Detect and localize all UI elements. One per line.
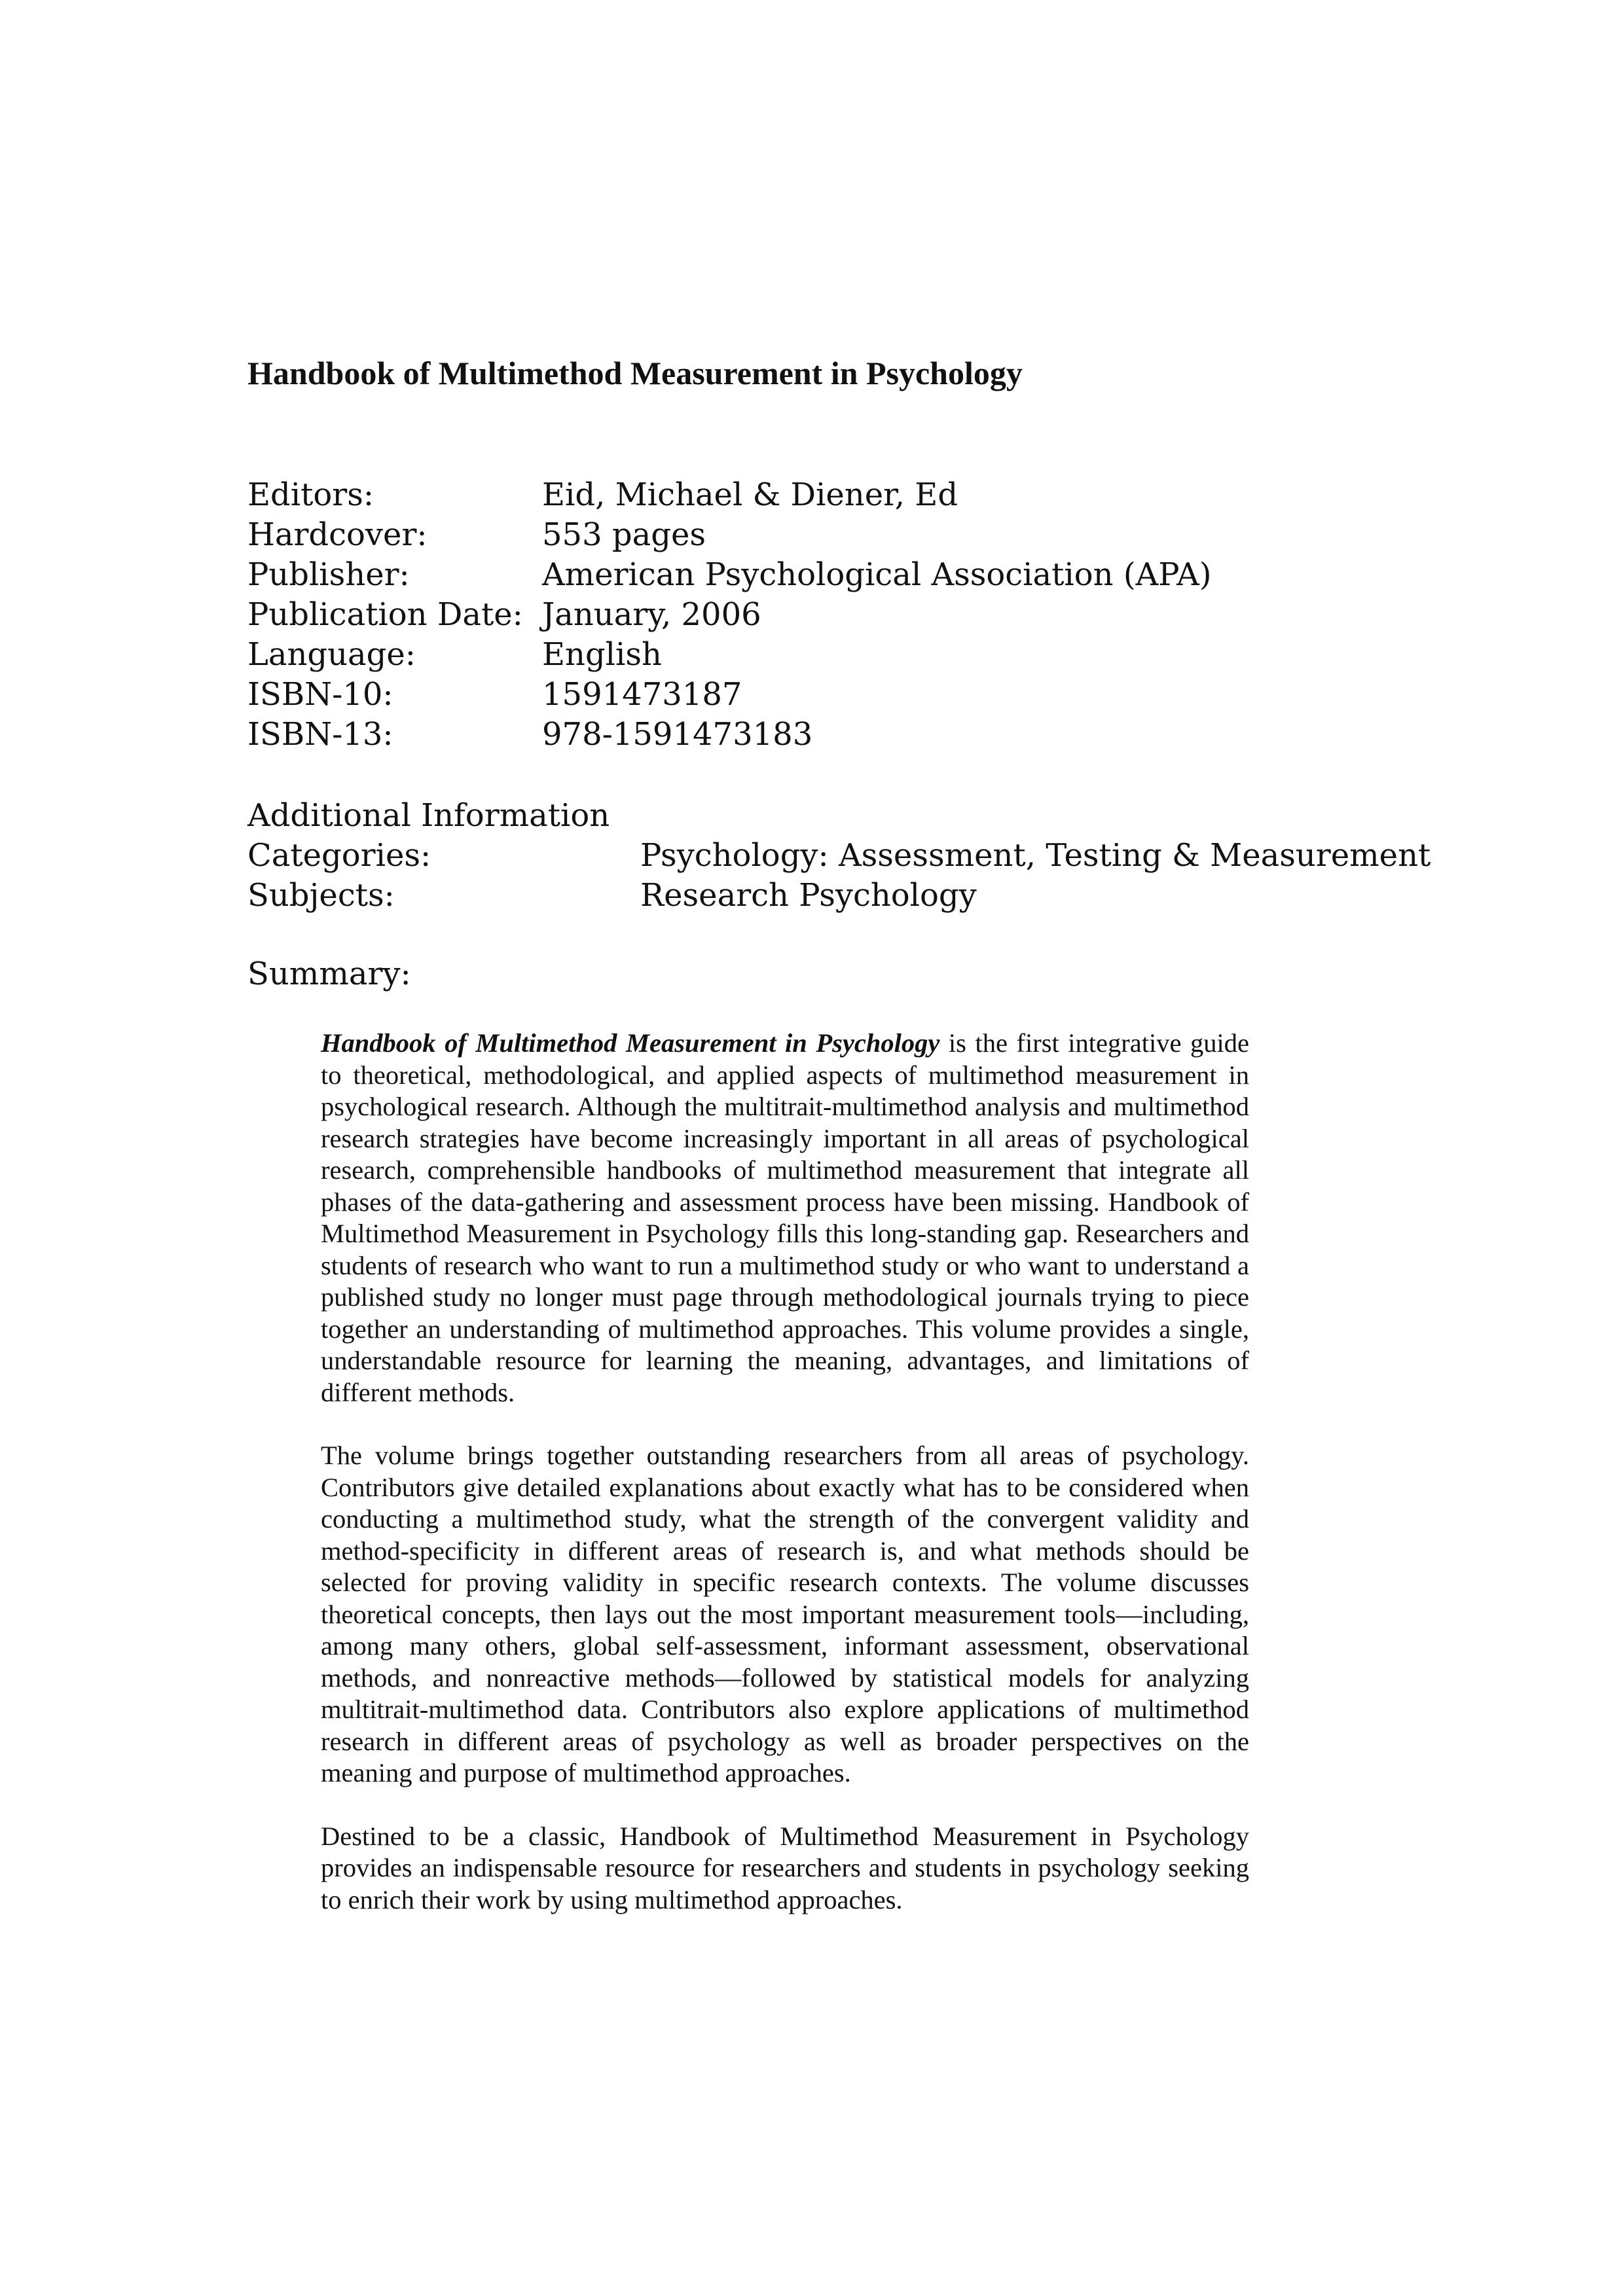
detail-row-language [247, 635, 1212, 675]
additional-row-subjects [247, 876, 1431, 916]
detail-row-editors [247, 475, 1212, 515]
summary-body [321, 1028, 1249, 1947]
detail-value: 1591473187 [542, 676, 742, 713]
additional-information [247, 796, 1431, 916]
detail-value: Eid, Michael & Diener, Ed [542, 476, 958, 513]
summary-label: Summary: [247, 956, 411, 992]
detail-label: ISBN-13: [247, 716, 393, 753]
detail-value: American Psychological Association (APA) [542, 556, 1212, 593]
detail-label: Language: [247, 636, 416, 673]
summary-paragraph-1 [321, 1028, 1249, 1408]
additional-value: Psychology: Assessment, Testing & Measurement [640, 837, 1431, 874]
additional-row-categories [247, 836, 1431, 876]
summary-book-title: Handbook of Multimethod Measurement in Psychology [321, 1028, 940, 1058]
detail-row-publisher [247, 555, 1212, 595]
detail-value: 978-1591473183 [542, 716, 813, 753]
detail-label: Publication Date: [247, 596, 523, 633]
detail-label: Publisher: [247, 556, 410, 593]
summary-paragraph-2: The volume brings together outstanding researchers from all areas of psychology. Contributors give detailed explanations about exactly what has to be considered when conducting a multimethod study, what the strength of the convergent validity and method-specificity in different areas of research is, and what methods should be selected for proving validity in specific research contexts. The volume discusses theoretical concepts, then lays out the most important measurement tools—including, among many others, global self-assessment, informant assessment, observational methods, and nonreactive methods—followed by statistical models for analyzing multitrait-multimethod data. Contributors also explore applications of multimethod research in different areas of psychology as well as broader perspectives on the meaning and purpose of multimethod approaches. [321, 1441, 1249, 1787]
detail-row-isbn-13 [247, 715, 1212, 755]
detail-label: Hardcover: [247, 516, 428, 553]
detail-label: ISBN-10: [247, 676, 393, 713]
page-title: Handbook of Multimethod Measurement in Psychology [247, 355, 1023, 391]
additional-label: Categories: [247, 837, 431, 874]
additional-label: Subjects: [247, 877, 395, 914]
additional-heading: Additional Information [247, 797, 610, 834]
detail-row-hardcover [247, 515, 1212, 555]
summary-paragraph-1-text: is the first integrative guide to theoretical, methodological, and applied aspects of multimethod measurement in psychological research. Although the multitrait-multimethod analysis and multimethod research strategies have become increasingly important in all areas of psychological research, comprehensible handbooks of multimethod measurement that integrate all phases of the data-gathering and assessment process have been missing. Handbook of Multimethod Measurement in Psychology fills this long-standing gap. Researchers and students of research who want to run a multimethod study or who want to understand a published study no longer must page through methodological journals trying to piece together an understanding of multimethod approaches. This volume provides a single, understandable resource for learning the meaning, advantages, and limitations of different methods. [321, 1028, 1249, 1407]
detail-value: 553 pages [542, 516, 706, 553]
detail-value: English [542, 636, 662, 673]
book-details [247, 475, 1212, 755]
detail-row-isbn-10 [247, 675, 1212, 715]
additional-value: Research Psychology [640, 877, 977, 914]
detail-row-publication-date [247, 595, 1212, 635]
detail-value: January, 2006 [542, 596, 761, 633]
summary-paragraph-3: Destined to be a classic, Handbook of Multimethod Measurement in Psychology provides an indispensable resource for researchers and students in psychology seeking to enrich their work by using multimethod approaches. [321, 1821, 1249, 1914]
detail-label: Editors: [247, 476, 374, 513]
